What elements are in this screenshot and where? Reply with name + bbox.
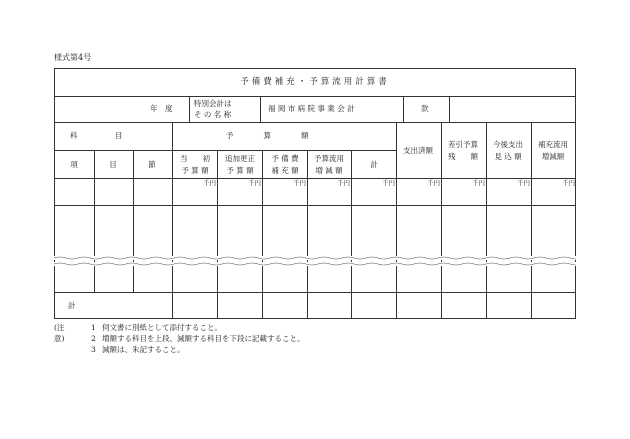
meta-row-divider	[54, 122, 576, 123]
note-text: 伺文書に別紙として添付すること。	[102, 323, 222, 332]
header-row-divider	[54, 150, 396, 151]
budget-transfer-header-line2: 増 減 額	[315, 166, 343, 175]
lower-col-4	[217, 264, 218, 319]
future-header-line2: 見 込 額	[494, 152, 522, 161]
lower-col-10	[486, 264, 487, 319]
lower-col-2	[133, 264, 134, 292]
account-label-line1: 特別会計は	[194, 99, 232, 108]
col-divider-subitem	[133, 150, 134, 264]
expended-header: 支出済額	[403, 146, 433, 155]
initial-budget-header-line1: 当 初	[180, 154, 210, 163]
notes-label: (注意)	[54, 323, 65, 343]
balance-header-line2: 残 額	[448, 152, 478, 161]
unit-transfer: 千円	[337, 179, 350, 187]
budget-header: 予 算 額	[226, 131, 309, 140]
col-divider-supplementary	[262, 150, 263, 264]
col-divider-balance	[441, 122, 442, 264]
col-divider-transfer	[351, 150, 352, 264]
note-number: 2	[91, 334, 96, 343]
unit-reserve: 千円	[293, 179, 306, 187]
fiscal-year-label: 年 度	[150, 104, 173, 113]
note-number: 1	[91, 323, 96, 332]
col-divider-supplement	[531, 122, 532, 264]
total-row-label: 計	[68, 301, 76, 310]
col-divider-expended	[396, 122, 397, 264]
subject-header: 科 目	[70, 131, 123, 140]
meta-divider-2	[260, 96, 261, 122]
initial-budget-header-line2: 予 算 額	[181, 166, 209, 175]
unit-expended: 千円	[427, 179, 440, 187]
section-label: 款	[421, 104, 429, 113]
unit-total: 千円	[382, 179, 395, 187]
note-number: 3	[91, 345, 96, 354]
col-divider-future	[486, 122, 487, 264]
note-text: 増額する科目を上段、減額する科目を下段に記載すること。	[102, 334, 305, 343]
table-break-top	[54, 256, 576, 260]
account-name: 福 岡 市 病 院 事 業 会 計	[268, 104, 355, 113]
supplementary-budget-header-line1: 追加更正	[225, 154, 255, 163]
table-break-bottom	[54, 262, 576, 266]
col-divider-item	[94, 150, 95, 264]
budget-total-header: 計	[370, 160, 378, 169]
title-row-divider	[54, 96, 576, 97]
unit-supplementary: 千円	[248, 179, 261, 187]
account-label-line2: そ の 名 称	[194, 110, 232, 119]
item-header: 項	[70, 160, 78, 169]
subitem-header: 目	[109, 160, 117, 169]
meta-divider-3	[403, 96, 404, 122]
reserve-fund-header-line2: 補 充 額	[271, 166, 299, 175]
detail-header: 節	[148, 160, 156, 169]
supplementary-budget-header-line2: 予 算 額	[226, 166, 254, 175]
col-divider-reserve	[307, 150, 308, 264]
lower-col-11	[531, 264, 532, 319]
form-number: 様式第4号	[54, 53, 92, 62]
unit-supplement-transfer: 千円	[562, 179, 575, 187]
reserve-fund-header-line1: 予 備 費	[271, 154, 299, 163]
note-text: 減額は、朱記すること。	[102, 345, 185, 354]
lower-col-5	[262, 264, 263, 319]
lower-col-9	[441, 264, 442, 319]
meta-divider-4	[449, 96, 450, 122]
meta-divider-1	[189, 96, 190, 122]
lower-row-divider	[54, 292, 576, 293]
form-title: 予備費補充・予算流用計算書	[240, 77, 390, 87]
future-header-line1: 今後支出	[493, 140, 523, 149]
lower-col-6	[307, 264, 308, 319]
budget-transfer-header-line1: 予算流用	[314, 154, 344, 163]
supplement-transfer-header-line2: 増減額	[541, 152, 565, 161]
lower-col-7	[351, 264, 352, 319]
balance-header-line1: 差引予算	[448, 140, 478, 149]
col-divider-initial	[217, 150, 218, 264]
lower-col-8	[396, 264, 397, 319]
col-divider-detail	[172, 178, 173, 264]
lower-col-3	[172, 264, 173, 319]
supplement-transfer-header-line1: 補充流用	[538, 140, 568, 149]
unit-initial: 千円	[203, 179, 216, 187]
unit-future: 千円	[517, 179, 530, 187]
unit-balance: 千円	[472, 179, 485, 187]
subject-budget-divider	[172, 122, 173, 178]
lower-col-1	[94, 264, 95, 292]
